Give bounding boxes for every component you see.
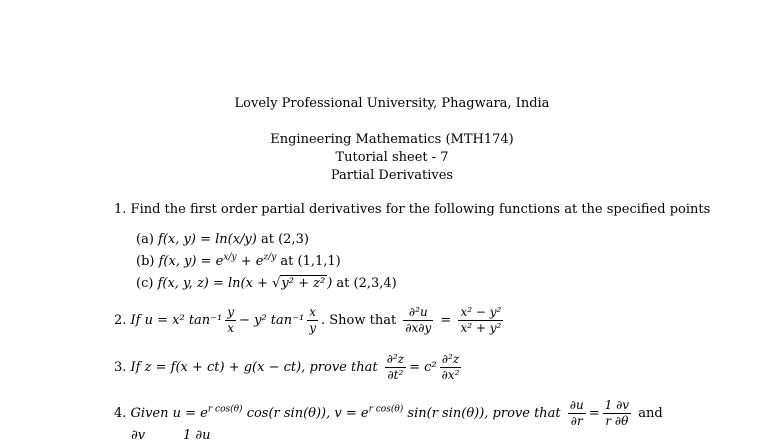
q1-part-c: [136, 276, 397, 291]
part-function: f(x, y) = ln(x/y): [158, 232, 257, 247]
part-function: f(x, $y) = e^{x/y} + e^{z/y}$: [158, 252, 277, 269]
part-label: (b): [136, 254, 155, 269]
part-point: at (1,1,1): [280, 254, 341, 269]
university-title: Lovely Professional University, Phagwara, India: [234, 96, 550, 111]
question-3: 3. If z = f(x + ct) + g(x − ct), prove that $\frac{\text{∂²z}}{\text{∂t²}}$ = c² $\frac{\text{∂²z}}{\text{∂x²}}$: [114, 352, 460, 382]
fraction: $\frac{\text{x² − y²}}{\text{x² + y²}}$: [460, 305, 502, 335]
question-4: 4. Given $u = e^{r cos(\theta)}$ cos(r sin(θ)), $v = e^{r cos(\theta)}$ sin(r sin(θ)), prove that $\frac{\partial u}{\partial r}$ = $\frac{1 \partial v}{r \partial\theta}$ and: [114, 398, 663, 428]
fraction: $\frac{y}{x}$: [227, 305, 235, 335]
question-2: 2. If u = x² tan⁻¹ $\frac{y}{x}$ − y² tan⁻¹ $\frac{x}{y}$ . Show that $\frac{\text{∂²u}}{\partial x\partial y}$ = $\frac{\text{x² − y²}}{\text{x² + y²}}$: [114, 305, 502, 335]
part-function: f(x, y, z) = ln(x + √y² + z² ): [157, 276, 333, 291]
question-number: 2.: [114, 313, 127, 328]
q1-part-a: [136, 232, 309, 247]
sheet-title: Tutorial sheet - 7: [335, 150, 449, 165]
q1-part-b: [136, 254, 341, 269]
course-title: Engineering Mathematics (MTH174): [270, 132, 514, 147]
question-text: Find the first order partial derivatives for the following functions at the specified points: [130, 202, 711, 217]
fraction: $\frac{\text{∂²z}}{\text{∂x²}}$: [441, 352, 460, 382]
fraction: $\frac{x}{y}$: [309, 305, 316, 335]
question-number: 1.: [114, 202, 127, 217]
question-4-continuation-b: 1 ∂u: [183, 428, 211, 443]
question-4-continuation-a: ∂v: [131, 428, 146, 443]
part-label: (a): [136, 232, 154, 247]
fraction: $\frac{1 \partial v}{r \partial\theta}$: [604, 398, 630, 428]
fraction: $\frac{\text{∂²u}}{\partial x\partial y}$: [405, 305, 432, 335]
sqrt-radicand: y² + z²: [281, 276, 326, 291]
question-1: [114, 202, 710, 217]
question-number: 3.: [114, 360, 127, 375]
fraction: $\frac{\text{∂²z}}{\text{∂t²}}$: [386, 352, 405, 382]
fraction: $\frac{\partial u}{\partial r}$: [569, 398, 584, 428]
part-label: (c): [136, 276, 154, 291]
question-number: 4.: [114, 406, 127, 421]
part-point: at (2,3): [260, 232, 309, 247]
part-point: at (2,3,4): [336, 276, 397, 291]
topic-title: Partial Derivatives: [330, 168, 454, 183]
